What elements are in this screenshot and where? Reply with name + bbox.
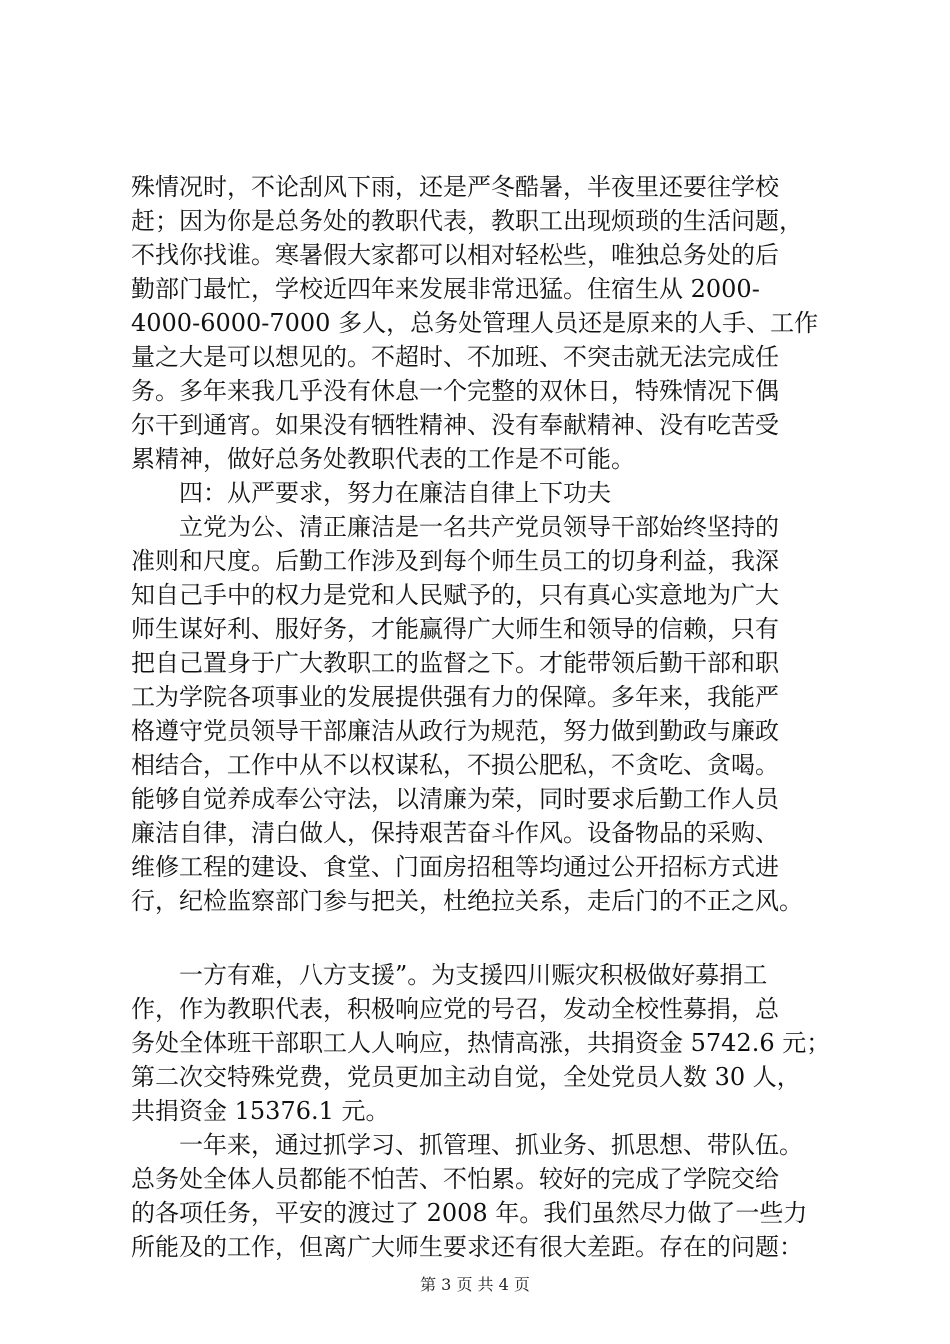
text-line: 所能及的工作，但离广大师生要求还有很大差距。存在的问题：: [131, 1233, 803, 1261]
text-line: 殊情况时，不论刮风下雨，还是严冬酷暑，半夜里还要往学校: [131, 173, 779, 201]
text-line: 廉洁自律，清白做人，保持艰苦奋斗作风。设备物品的采购、: [131, 819, 779, 847]
text-line: 把自己置身于广大教职工的监督之下。才能带领后勤干部和职: [131, 649, 779, 677]
text-line: 能够自觉养成奉公守法，以清廉为荣，同时要求后勤工作人员: [131, 785, 779, 813]
text-line: 一年来，通过抓学习、抓管理、抓业务、抓思想、带队伍。: [131, 1131, 803, 1159]
text-line: 相结合，工作中从不以权谋私，不损公肥私，不贪吃、贪喝。: [131, 751, 779, 779]
text-line: 的各项任务，平安的渡过了 2008 年。我们虽然尽力做了一些力: [131, 1199, 808, 1227]
text-line: 格遵守党员领导干部廉洁从政行为规范，努力做到勤政与廉政: [131, 717, 779, 745]
text-line: 尔干到通宵。如果没有牺牲精神、没有奉献精神、没有吃苦受: [131, 411, 779, 439]
text-line: 第二次交特殊党费，党员更加主动自觉，全处党员人数 30 人，: [131, 1063, 801, 1091]
text-line: 赶；因为你是总务处的教职代表，教职工出现烦琐的生活问题，: [131, 207, 803, 235]
text-line: 作，作为教职代表，积极响应党的号召，发动全校性募捐，总: [131, 995, 779, 1023]
text-line: 维修工程的建设、食堂、门面房招租等均通过公开招标方式进: [131, 853, 779, 881]
text-line: 量之大是可以想见的。不超时、不加班、不突击就无法完成任: [131, 343, 779, 371]
section-heading: 四：从严要求，努力在廉洁自律上下功夫: [131, 479, 611, 507]
text-line: 行，纪检监察部门参与把关，杜绝拉关系，走后门的不正之风。: [131, 887, 803, 915]
text-line: 共捐资金 15376.1 元。: [131, 1097, 390, 1125]
text-line: 勤部门最忙，学校近四年来发展非常迅猛。住宿生从 2000-: [131, 275, 760, 303]
text-line: 准则和尺度。后勤工作涉及到每个师生员工的切身利益，我深: [131, 547, 779, 575]
page-footer: 第 3 页 共 4 页: [420, 1275, 530, 1294]
text-line: 师生谋好利、服好务，才能赢得广大师生和领导的信赖，只有: [131, 615, 779, 643]
text-line: 不找你找谁。寒暑假大家都可以相对轻松些，唯独总务处的后: [131, 241, 779, 269]
text-line: 总务处全体人员都能不怕苦、不怕累。较好的完成了学院交给: [131, 1165, 779, 1193]
text-line: 立党为公、清正廉洁是一名共产党员领导干部始终坚持的: [131, 513, 779, 541]
text-line: 累精神，做好总务处教职代表的工作是不可能。: [131, 445, 635, 473]
text-line: 工为学院各项事业的发展提供强有力的保障。多年来，我能严: [131, 683, 779, 711]
text-line: 知自己手中的权力是党和人民赋予的，只有真心实意地为广大: [131, 581, 779, 609]
text-line: 一方有难，八方支援”。为支援四川赈灾积极做好募捐工: [131, 961, 768, 989]
text-line: 务处全体班干部职工人人响应，热情高涨，共捐资金 5742.6 元；: [131, 1029, 831, 1057]
text-line: 务。多年来我几乎没有休息一个完整的双休日，特殊情况下偶: [131, 377, 779, 405]
text-line: 4000-6000-7000 多人，总务处管理人员还是原来的人手、工作: [131, 309, 819, 337]
